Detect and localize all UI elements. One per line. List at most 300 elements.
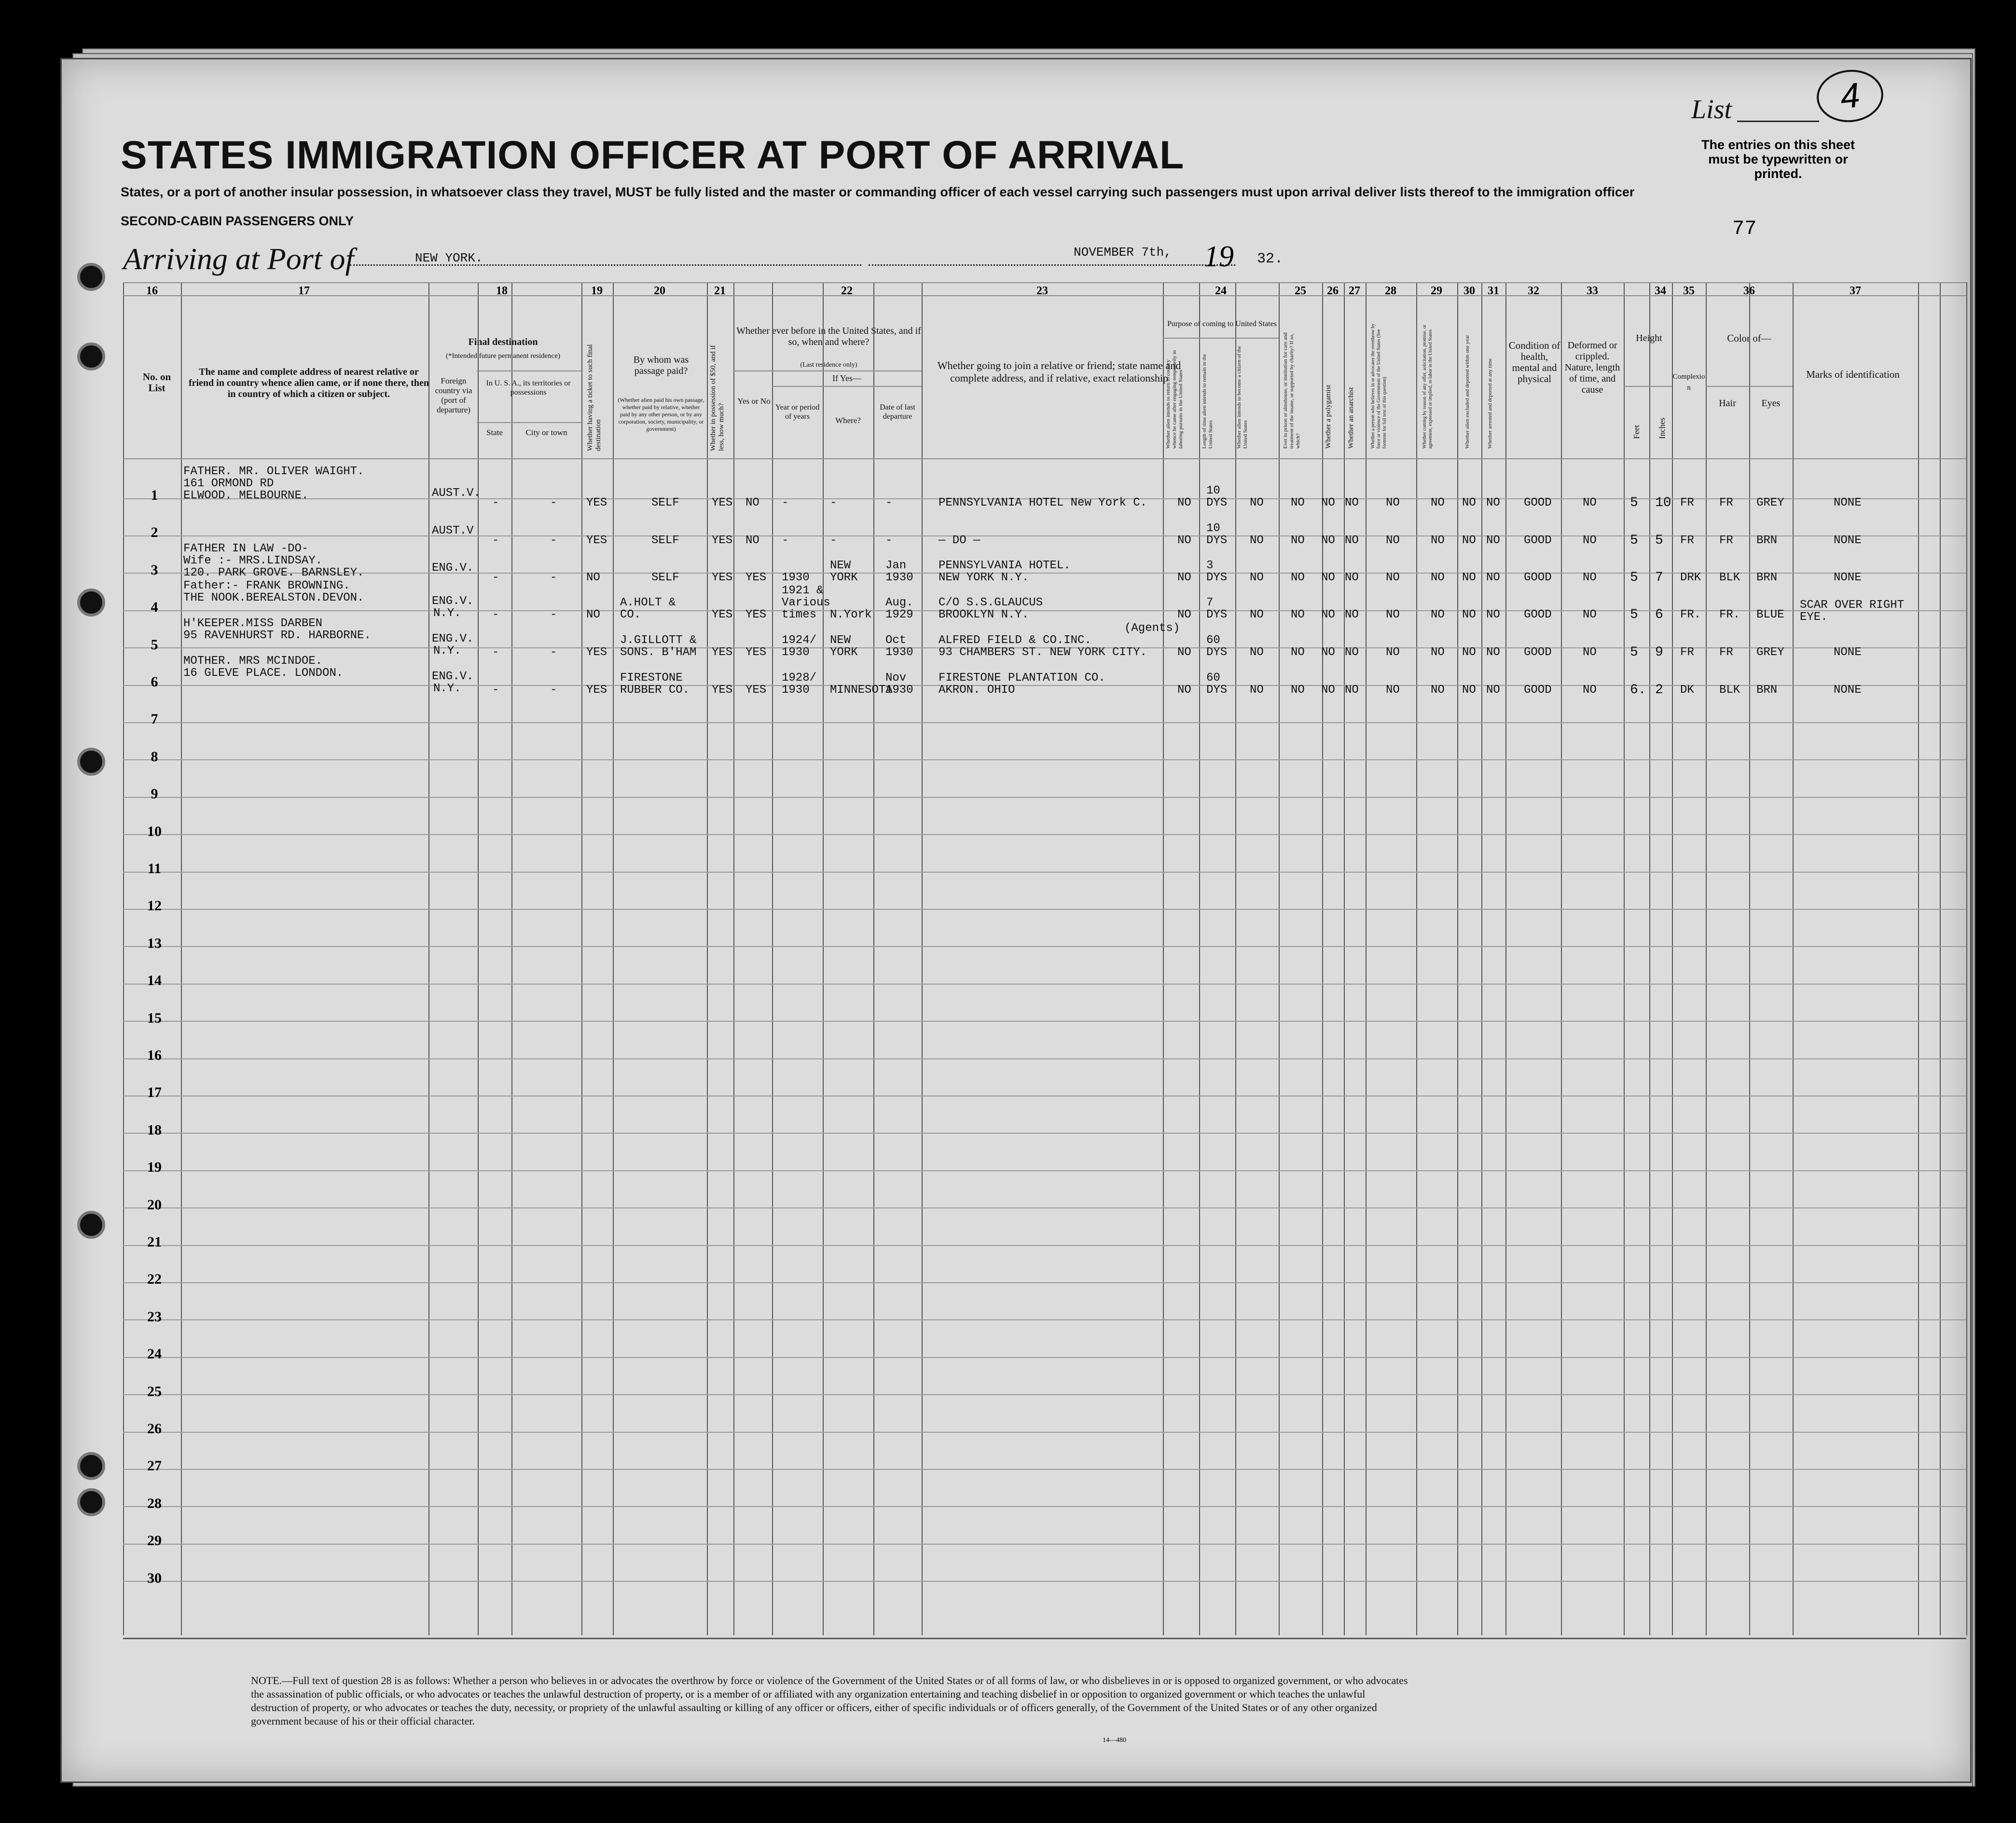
hair-value: BLK <box>1719 571 1740 584</box>
departure-date: - <box>885 534 893 547</box>
header-where: Where? <box>835 416 861 425</box>
years-value: 1930 <box>782 684 810 697</box>
row-number: 3 <box>151 562 158 578</box>
header-excluded: Whether alien excluded and deported within one year <box>1464 335 1470 449</box>
header-fifty-dollars: Whether in possession of $50, and if less, how much? <box>709 345 725 451</box>
passage-paid: SELF <box>651 571 679 584</box>
purpose-length: DYS <box>1206 608 1228 621</box>
where-value: NEW <box>830 634 851 647</box>
state-value: - <box>492 684 499 697</box>
departure-date: 1930 <box>885 646 913 659</box>
subheader-rule <box>477 422 583 423</box>
header-year-period: Year or period of years <box>775 403 820 421</box>
height-inches: 6 <box>1655 607 1663 622</box>
row-rule <box>123 1469 1966 1470</box>
footnote: NOTE.—Full text of question 28 is as follows: Whether a person who believes in or advocates the overthrow by force or violence of the Government of the United States or of all forms of law, or who disbelieves in or is opposed to organized government, or who advocates the assassination of public officials, or who advocates or teaches the unlawful destruction of property, or is a member of or affiliated with any organization entertaining and teaching disbelief in or opposition to organized government or which teaches the unlawful destruction of property, or who advocates or teaches the duty, necessity, or propriety of the unlawful assaulting or killing of any officer or officers, either of specific individuals or of officers generally, of the Government of the United States or of any other organized government because of his or their official character. <box>251 1674 1408 1727</box>
header-deported: Whether arrested and deported at any time <box>1487 358 1493 449</box>
relative-line: Wife :- MRS.LINDSAY. <box>183 554 323 567</box>
column-number: 20 <box>654 285 665 297</box>
class-line: SECOND-CABIN PASSENGERS ONLY <box>121 214 354 228</box>
row-number: 5 <box>151 637 158 653</box>
year-suffix: 32. <box>1257 251 1284 267</box>
deported-value: NO <box>1486 571 1500 584</box>
subheader-rule <box>772 386 922 387</box>
height-feet: 5 <box>1630 495 1638 510</box>
fifty-dollars: YES <box>712 571 733 584</box>
polygamist-value: NO <box>1321 608 1335 621</box>
row-rule <box>123 1282 1966 1283</box>
subheader-rule <box>733 370 922 371</box>
where-value: N.York <box>830 608 872 621</box>
labor-offer-value: NO <box>1431 571 1445 584</box>
binder-hole <box>77 1211 105 1239</box>
fifty-dollars: YES <box>712 496 733 509</box>
marks-value: NONE <box>1834 496 1862 509</box>
departure-date: 1930 <box>885 684 913 697</box>
deported-value: NO <box>1486 534 1500 547</box>
fifty-dollars: YES <box>712 684 733 697</box>
passage-paid: CO. <box>620 608 641 621</box>
going-to-join: PENNSYLVANIA HOTEL New York C. <box>939 496 1147 509</box>
purpose-citizen: NO <box>1250 534 1264 547</box>
header-foreign-country: Foreign country via (port of departure) <box>435 376 472 414</box>
column-number: 25 <box>1295 285 1306 297</box>
row-rule <box>123 1058 1966 1059</box>
row-rule <box>123 1319 1966 1320</box>
column-number: 30 <box>1464 285 1475 297</box>
row-number: 29 <box>147 1533 162 1549</box>
marks-value: SCAR OVER RIGHT <box>1800 599 1905 612</box>
header-eyes: Eyes <box>1761 398 1781 409</box>
list-number: 4 <box>1814 67 1886 125</box>
city-value: - <box>550 684 557 697</box>
passage-paid: FIRESTONE <box>620 672 683 685</box>
polygamist-value: NO <box>1321 496 1335 509</box>
header-inches: Inches <box>1657 417 1667 439</box>
foreign-country: AUST.V <box>432 524 474 537</box>
row-number: 15 <box>147 1010 162 1026</box>
row-rule <box>123 1394 1966 1395</box>
header-ticket: Whether having a ticket to such final destination <box>586 344 602 451</box>
relative-line: 95 RAVENHURST RD. HARBORNE. <box>183 629 371 642</box>
polygamist-value: NO <box>1321 571 1335 584</box>
labor-offer-value: NO <box>1431 684 1445 697</box>
instructions-text: States, or a port of another insular possession, in whatsoever class they travel, MUST be fully listed and the master or commanding officer of each vessel carrying such passengers must upon arrival deliver lists thereof to the immigration officer <box>121 185 1635 199</box>
relative-line: 16 GLEVE PLACE. LONDON. <box>183 667 344 680</box>
column-number: 34 <box>1655 285 1666 297</box>
row-number: 20 <box>147 1197 162 1213</box>
anarchist-value: NO <box>1345 571 1359 584</box>
departure-date: - <box>885 496 893 509</box>
header-deformed: Deformed or crippled. Nature, length of time, and cause <box>1564 340 1620 395</box>
before-in-us: YES <box>746 571 767 584</box>
polygamist-value: NO <box>1321 534 1335 547</box>
marks-value: EYE. <box>1800 611 1828 624</box>
relative-line: FATHER IN LAW -DO- <box>183 542 309 555</box>
years-value: - <box>782 534 789 547</box>
header-purpose-length: Length of time alien intends to remain in the United States <box>1201 354 1214 449</box>
before-in-us: YES <box>746 646 767 659</box>
labor-offer-value: NO <box>1431 534 1445 547</box>
column-number: 33 <box>1587 285 1598 297</box>
column-number: 22 <box>841 285 853 297</box>
column-number: 35 <box>1683 285 1695 297</box>
where-value: YORK <box>830 571 858 584</box>
fifty-dollars: YES <box>712 646 733 659</box>
purpose-length: DYS <box>1206 496 1228 509</box>
row-rule <box>123 1544 1966 1545</box>
ticket-value: NO <box>586 608 600 621</box>
before-in-us: YES <box>746 684 767 697</box>
purpose-length: DYS <box>1206 571 1228 584</box>
row-rule <box>123 797 1966 798</box>
row-number: 23 <box>147 1309 162 1325</box>
years-value: 1930 <box>782 571 810 584</box>
ticket-value: YES <box>586 684 608 697</box>
passage-paid: A.HOLT & <box>620 596 676 609</box>
purpose-length: DYS <box>1206 684 1228 697</box>
deformed-value: NO <box>1583 646 1597 659</box>
row-number: 7 <box>151 711 158 727</box>
row-rule <box>123 872 1966 873</box>
header-purpose-return: Whether alien intends to return to country whence he came after engaging temporarily in laboring pursuits in the United States <box>1165 350 1184 449</box>
header-purpose-citizen: Whether alien intends to become a citizen of the United States <box>1236 346 1248 449</box>
entries-note: The entries on this sheet must be typewritten or printed. <box>1701 137 1855 181</box>
row-number: 22 <box>147 1271 162 1287</box>
row-rule <box>123 722 1966 723</box>
years-value: 1921 & <box>782 584 824 597</box>
years-value: 1930 <box>782 646 810 659</box>
departure-date: 1929 <box>885 608 913 621</box>
relative-line: MOTHER. MRS MCINDOE. <box>183 655 323 668</box>
ticket-value: NO <box>586 571 600 584</box>
row-number: 9 <box>151 786 158 802</box>
row-number: 13 <box>147 935 162 951</box>
form-number: 14—480 <box>1103 1737 1126 1744</box>
purpose-length: 10 <box>1206 522 1220 535</box>
header-color: Color of— <box>1727 332 1771 344</box>
purpose-length: 10 <box>1206 484 1220 497</box>
deported-value: NO <box>1486 684 1500 697</box>
city-value: - <box>550 608 557 621</box>
row-number: 4 <box>151 599 158 615</box>
relative-line: THE NOOK.BEREALSTON.DEVON. <box>183 591 364 604</box>
going-to-join: (Agents) <box>1124 622 1180 635</box>
column-number: 24 <box>1215 285 1227 297</box>
row-number: 16 <box>147 1047 162 1063</box>
relative-line: Father:- FRANK BROWNING. <box>183 579 350 592</box>
row-rule <box>123 1506 1966 1507</box>
height-inches: 2 <box>1655 683 1663 698</box>
binder-hole <box>77 1488 105 1516</box>
row-rule <box>123 834 1966 835</box>
health-value: GOOD <box>1524 684 1552 697</box>
year-prefix: 19 <box>1204 240 1234 273</box>
hair-value: FR <box>1719 496 1733 509</box>
row-number: 11 <box>147 861 162 877</box>
height-inches: 5 <box>1655 533 1663 548</box>
where-value: YORK <box>830 646 858 659</box>
column-number: 28 <box>1385 285 1396 297</box>
foreign-port: N.Y. <box>433 682 461 695</box>
health-value: GOOD <box>1524 534 1552 547</box>
header-purpose: Purpose of coming to United States <box>1167 320 1277 328</box>
going-to-join: C/O S.S.GLAUCUS <box>939 596 1043 609</box>
ticket-value: YES <box>586 496 608 509</box>
header-state: State <box>486 428 503 437</box>
row-rule <box>123 1170 1966 1171</box>
header-prison: Ever in prison or almshouse, or institution for care and treatment of the insane, or supported by charity? If so, which? <box>1283 332 1301 449</box>
subheader-rule <box>1706 386 1793 387</box>
header-anarchist: Whether an anarchist <box>1347 387 1355 449</box>
binder-hole <box>77 748 105 776</box>
foreign-country: ENG.V. <box>432 632 474 645</box>
marks-value: NONE <box>1834 684 1862 697</box>
complexion-value: FR. <box>1680 608 1701 621</box>
row-rule <box>123 1096 1966 1097</box>
city-value: - <box>550 496 557 509</box>
relative-line: 120. PARK GROVE. BARNSLEY. <box>183 566 364 579</box>
column-number: 18 <box>496 285 508 297</box>
height-inches: 7 <box>1655 570 1663 585</box>
prison-value: NO <box>1291 608 1305 621</box>
hair-value: FR. <box>1719 608 1740 621</box>
going-to-join: NEW YORK N.Y. <box>939 571 1029 584</box>
row-number: 1 <box>151 487 158 503</box>
purpose-return: NO <box>1177 571 1191 584</box>
marks-value: NONE <box>1834 646 1862 659</box>
row-number: 6 <box>151 674 158 690</box>
height-feet: 6. <box>1630 683 1646 698</box>
subheader-rule <box>1624 386 1672 387</box>
date-value: NOVEMBER 7th, <box>1074 245 1172 260</box>
list-label: List <box>1691 95 1732 124</box>
complexion-value: DRK <box>1680 571 1701 584</box>
header-rule <box>123 458 1966 459</box>
purpose-citizen: NO <box>1250 684 1264 697</box>
column-number: 21 <box>714 285 726 297</box>
deported-value: NO <box>1486 608 1500 621</box>
anarchist-value: NO <box>1345 534 1359 547</box>
column-number: 26 <box>1327 285 1339 297</box>
header-feet: Feet <box>1632 425 1641 439</box>
row-rule <box>123 1207 1966 1208</box>
eye-value: BLUE <box>1756 608 1784 621</box>
row-rule <box>123 1021 1966 1022</box>
row-rule <box>123 1245 1966 1246</box>
prison-value: NO <box>1291 646 1305 659</box>
overthrow-value: NO <box>1386 646 1400 659</box>
header-city: City or town <box>525 428 567 437</box>
where-value: - <box>830 496 837 509</box>
passage-paid: SELF <box>651 496 679 509</box>
column-number: 19 <box>591 285 603 297</box>
state-value: - <box>492 534 499 547</box>
header-labor-offer: Whether coming by reason of any offer, solicitation, promise, or agreement, expressed or implied, to labor in the United States <box>1422 324 1433 449</box>
subheader-rule <box>477 370 583 371</box>
column-number: 36 <box>1743 285 1755 297</box>
deformed-value: NO <box>1583 684 1597 697</box>
row-number: 25 <box>147 1384 162 1399</box>
purpose-citizen: NO <box>1250 608 1264 621</box>
header-date-departure: Date of last departure <box>880 403 915 421</box>
column-number: 29 <box>1431 285 1442 297</box>
row-rule <box>123 946 1966 947</box>
marks-value: NONE <box>1834 534 1862 547</box>
header-hair: Hair <box>1719 398 1736 409</box>
foreign-port: N.Y. <box>433 607 461 620</box>
overthrow-value: NO <box>1386 571 1400 584</box>
prison-value: NO <box>1291 534 1305 547</box>
passage-paid: RUBBER CO. <box>620 684 690 697</box>
height-feet: 5 <box>1630 570 1638 585</box>
purpose-return: NO <box>1177 646 1191 659</box>
foreign-port: N.Y. <box>433 644 461 658</box>
departure-date: Aug. <box>885 596 913 609</box>
purpose-length: DYS <box>1206 534 1228 547</box>
row-number: 12 <box>147 898 162 914</box>
row-rule <box>123 1133 1966 1134</box>
height-feet: 5 <box>1630 533 1638 548</box>
passage-paid: SONS. B'HAM <box>620 646 697 659</box>
header-complexion: Complexion <box>1672 373 1705 392</box>
height-feet: 5 <box>1630 645 1638 660</box>
foreign-country: ENG.V. <box>432 595 474 608</box>
complexion-value: FR <box>1680 534 1694 547</box>
header-before-in-us: Whether ever before in the United States, and if so, when and where? <box>736 326 921 347</box>
going-to-join: 93 CHAMBERS ST. NEW YORK CITY. <box>939 646 1147 659</box>
ticket-value: YES <box>586 646 608 659</box>
column-number: 31 <box>1488 285 1499 297</box>
purpose-length: DYS <box>1206 646 1228 659</box>
date-line <box>869 264 1235 266</box>
purpose-return: NO <box>1177 496 1191 509</box>
row-number: 19 <box>147 1159 162 1175</box>
row-number: 24 <box>147 1346 162 1362</box>
health-value: GOOD <box>1524 646 1552 659</box>
complexion-value: FR <box>1680 496 1694 509</box>
header-last-residence-note: (Last residence only) <box>800 361 857 369</box>
row-number: 17 <box>147 1084 162 1100</box>
purpose-return: NO <box>1177 684 1191 697</box>
row-rule <box>123 984 1966 985</box>
deformed-value: NO <box>1583 534 1597 547</box>
hair-value: FR <box>1719 646 1733 659</box>
header-nearest-relative: The name and complete address of nearest relative or friend in country whence alien came, or if none there, then in country of which a citizen or subject. <box>188 367 429 399</box>
hair-value: FR <box>1719 534 1733 547</box>
subheader-rule <box>1163 338 1279 339</box>
header-health: Condition of health, mental and physical <box>1508 340 1560 384</box>
going-to-join: FIRESTONE PLANTATION CO. <box>939 672 1105 685</box>
row-number: 28 <box>147 1495 162 1511</box>
binder-hole <box>77 343 105 370</box>
eye-value: BRN <box>1756 571 1778 584</box>
purpose-citizen: NO <box>1250 571 1264 584</box>
going-to-join: PENNSYLVANIA HOTEL. <box>939 559 1071 572</box>
deported-value: NO <box>1486 646 1500 659</box>
anarchist-value: NO <box>1345 684 1359 697</box>
column-number: 17 <box>298 285 310 297</box>
binder-hole <box>77 589 105 617</box>
header-in-usa: In U. S. A., its territories or possessions <box>486 379 571 397</box>
row-number: 30 <box>147 1570 162 1586</box>
where-value: MINNESOTA <box>830 684 893 697</box>
row-number: 27 <box>147 1458 162 1474</box>
foreign-country: ENG.V. <box>432 562 474 575</box>
header-if-yes: If Yes— <box>832 373 861 383</box>
where-value: - <box>830 534 837 547</box>
health-value: GOOD <box>1524 571 1552 584</box>
port-value: NEW YORK. <box>415 251 483 265</box>
excluded-value: NO <box>1462 684 1476 697</box>
row-number: 10 <box>147 823 162 839</box>
column-rule <box>1966 282 1967 1635</box>
excluded-value: NO <box>1462 608 1476 621</box>
excluded-value: NO <box>1462 534 1476 547</box>
where-value: NEW <box>830 559 851 572</box>
before-in-us: NO <box>746 496 759 509</box>
city-value: - <box>550 571 557 584</box>
passage-paid: SELF <box>651 534 679 547</box>
relative-line: H'KEEPER.MISS DARBEN <box>183 617 323 630</box>
row-rule <box>123 909 1966 910</box>
overthrow-value: NO <box>1386 684 1400 697</box>
city-value: - <box>550 646 557 659</box>
row-number: 18 <box>147 1122 162 1138</box>
excluded-value: NO <box>1462 646 1476 659</box>
polygamist-value: NO <box>1321 684 1335 697</box>
header-final-destination-note: (*Intended future permanent residence) <box>446 352 560 360</box>
purpose-length: 60 <box>1206 672 1220 685</box>
anarchist-value: NO <box>1345 646 1359 659</box>
state-value: - <box>492 496 499 509</box>
purpose-return: NO <box>1177 534 1191 547</box>
overthrow-value: NO <box>1386 534 1400 547</box>
header-marks: Marks of identification <box>1806 369 1900 380</box>
column-number: 23 <box>1036 285 1048 297</box>
header-passage-note: (Whether alien paid his own passage, whether paid by relative, whether paid by any other person, or by any corporation, society, municipality, or government) <box>618 397 704 432</box>
eye-value: GREY <box>1756 646 1784 659</box>
prison-value: NO <box>1291 496 1305 509</box>
fifty-dollars: YES <box>712 534 733 547</box>
row-number: 14 <box>147 973 162 988</box>
row-number: 2 <box>151 524 158 540</box>
passage-paid: J.GILLOTT & <box>620 634 697 647</box>
excluded-value: NO <box>1462 496 1476 509</box>
column-number: 27 <box>1349 285 1360 297</box>
row-number: 26 <box>147 1421 162 1437</box>
sheet-number: 77 <box>1732 217 1757 240</box>
deformed-value: NO <box>1583 608 1597 621</box>
overthrow-value: NO <box>1386 496 1400 509</box>
row-rule <box>123 1357 1966 1358</box>
column-number: 32 <box>1528 285 1539 297</box>
hair-value: BLK <box>1719 684 1740 697</box>
row-number: 8 <box>151 749 158 765</box>
header-passage-paid: By whom was passage paid? <box>633 355 689 376</box>
anarchist-value: NO <box>1345 608 1359 621</box>
purpose-citizen: NO <box>1250 646 1264 659</box>
relative-line: 161 ORMOND RD <box>183 477 274 490</box>
deformed-value: NO <box>1583 571 1597 584</box>
foreign-country: ENG.V. <box>432 670 474 683</box>
departure-date: Oct <box>885 634 907 647</box>
binder-hole <box>77 263 105 291</box>
overthrow-value: NO <box>1386 608 1400 621</box>
header-height: Height <box>1636 333 1662 343</box>
header-rule <box>123 282 1966 283</box>
relative-line: ELWOOD. MELBOURNE. <box>183 489 309 502</box>
